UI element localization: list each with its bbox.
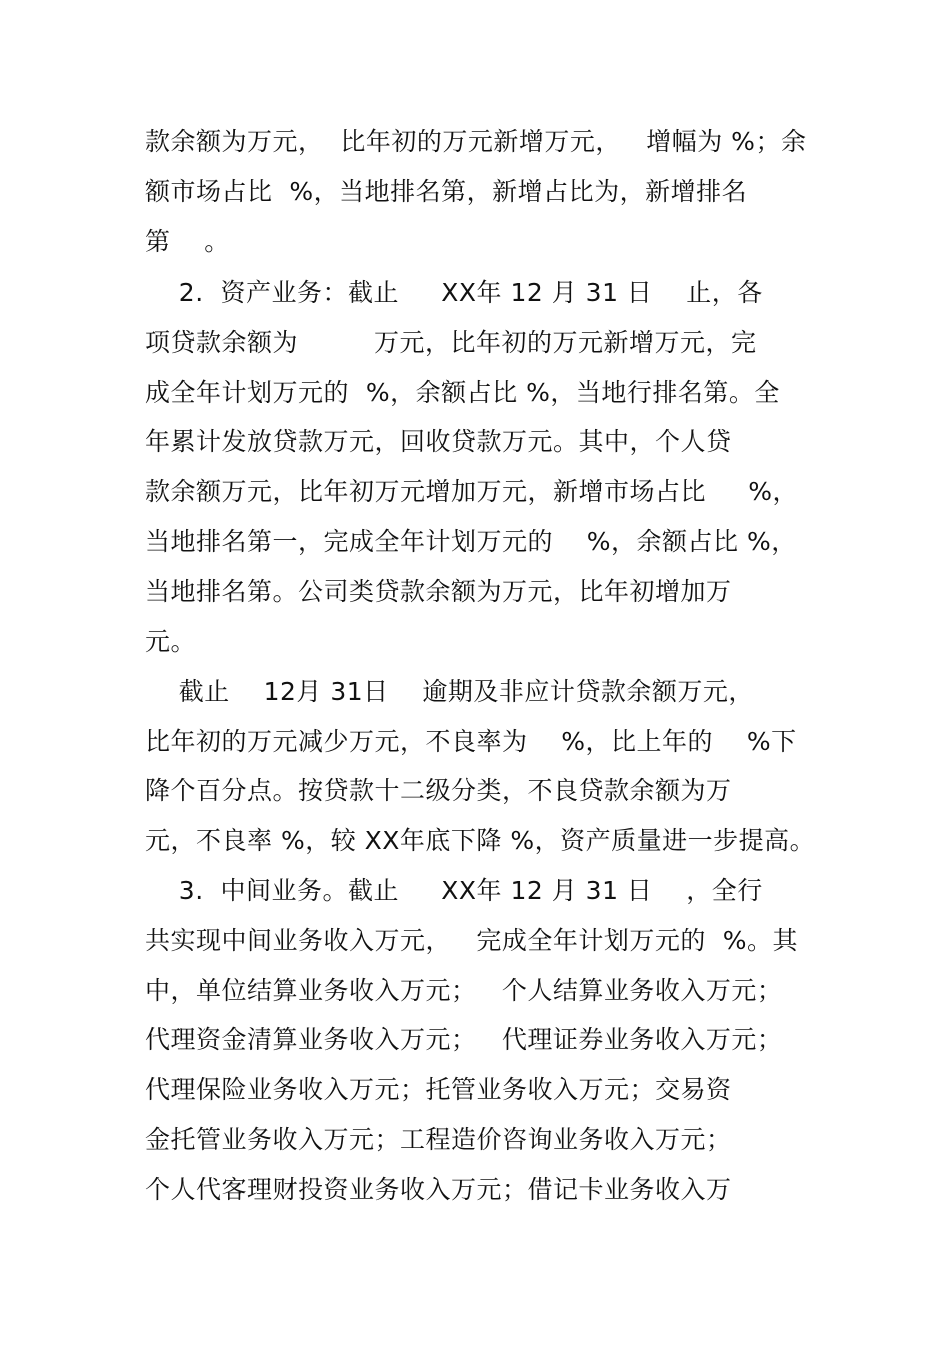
text-line: 比年初的万元减少万元，不良率为 %，比上年的 %下: [145, 727, 797, 756]
text-line: 款余额万元，比年初万元增加万元，新增市场占比 %，: [145, 477, 798, 506]
text-line: 年累计发放贷款万元，回收贷款万元。其中，个人贷: [145, 427, 732, 456]
text-line: 成全年计划万元的 %，余额占比 %，当地行排名第。全: [145, 378, 780, 407]
text-line: 个人代客理财投资业务收入万元；借记卡业务收入万: [145, 1175, 732, 1204]
text-line: 当地排名第。公司类贷款余额为万元，比年初增加万: [145, 577, 732, 606]
text-line: 截止 12月 31日 逾期及非应计贷款余额万元，: [145, 677, 754, 706]
text-line: 代理资金清算业务收入万元； 代理证券业务收入万元；: [145, 1025, 783, 1054]
text-line: 2. 资产业务：截止 XX年 12 月 31 日 止，各: [145, 278, 763, 307]
text-line: 降个百分点。按贷款十二级分类，不良贷款余额为万: [145, 776, 732, 805]
text-line: 额市场占比 %，当地排名第，新增占比为，新增排名: [145, 177, 748, 206]
text-line: 项贷款余额为 万元，比年初的万元新增万元，完: [145, 328, 757, 357]
text-line: 款余额为万元， 比年初的万元新增万元， 增幅为 %；余: [145, 127, 807, 156]
text-line: 元，不良率 %，较 XX年底下降 %，资产质量进一步提高。: [145, 826, 816, 855]
text-line: 金托管业务收入万元；工程造价咨询业务收入万元；: [145, 1125, 732, 1154]
text-line: 当地排名第一，完成全年计划万元的 %，余额占比 %，: [145, 527, 797, 556]
text-line: 代理保险业务收入万元；托管业务收入万元；交易资: [145, 1075, 732, 1104]
text-line: 中，单位结算业务收入万元； 个人结算业务收入万元；: [145, 976, 783, 1005]
text-line: 第 。: [145, 227, 230, 256]
text-line: 3. 中间业务。截止 XX年 12 月 31 日 ，全行: [145, 876, 763, 905]
text-line: 共实现中间业务收入万元， 完成全年计划万元的 %。其: [145, 926, 798, 955]
text-line: 元。: [145, 627, 197, 656]
